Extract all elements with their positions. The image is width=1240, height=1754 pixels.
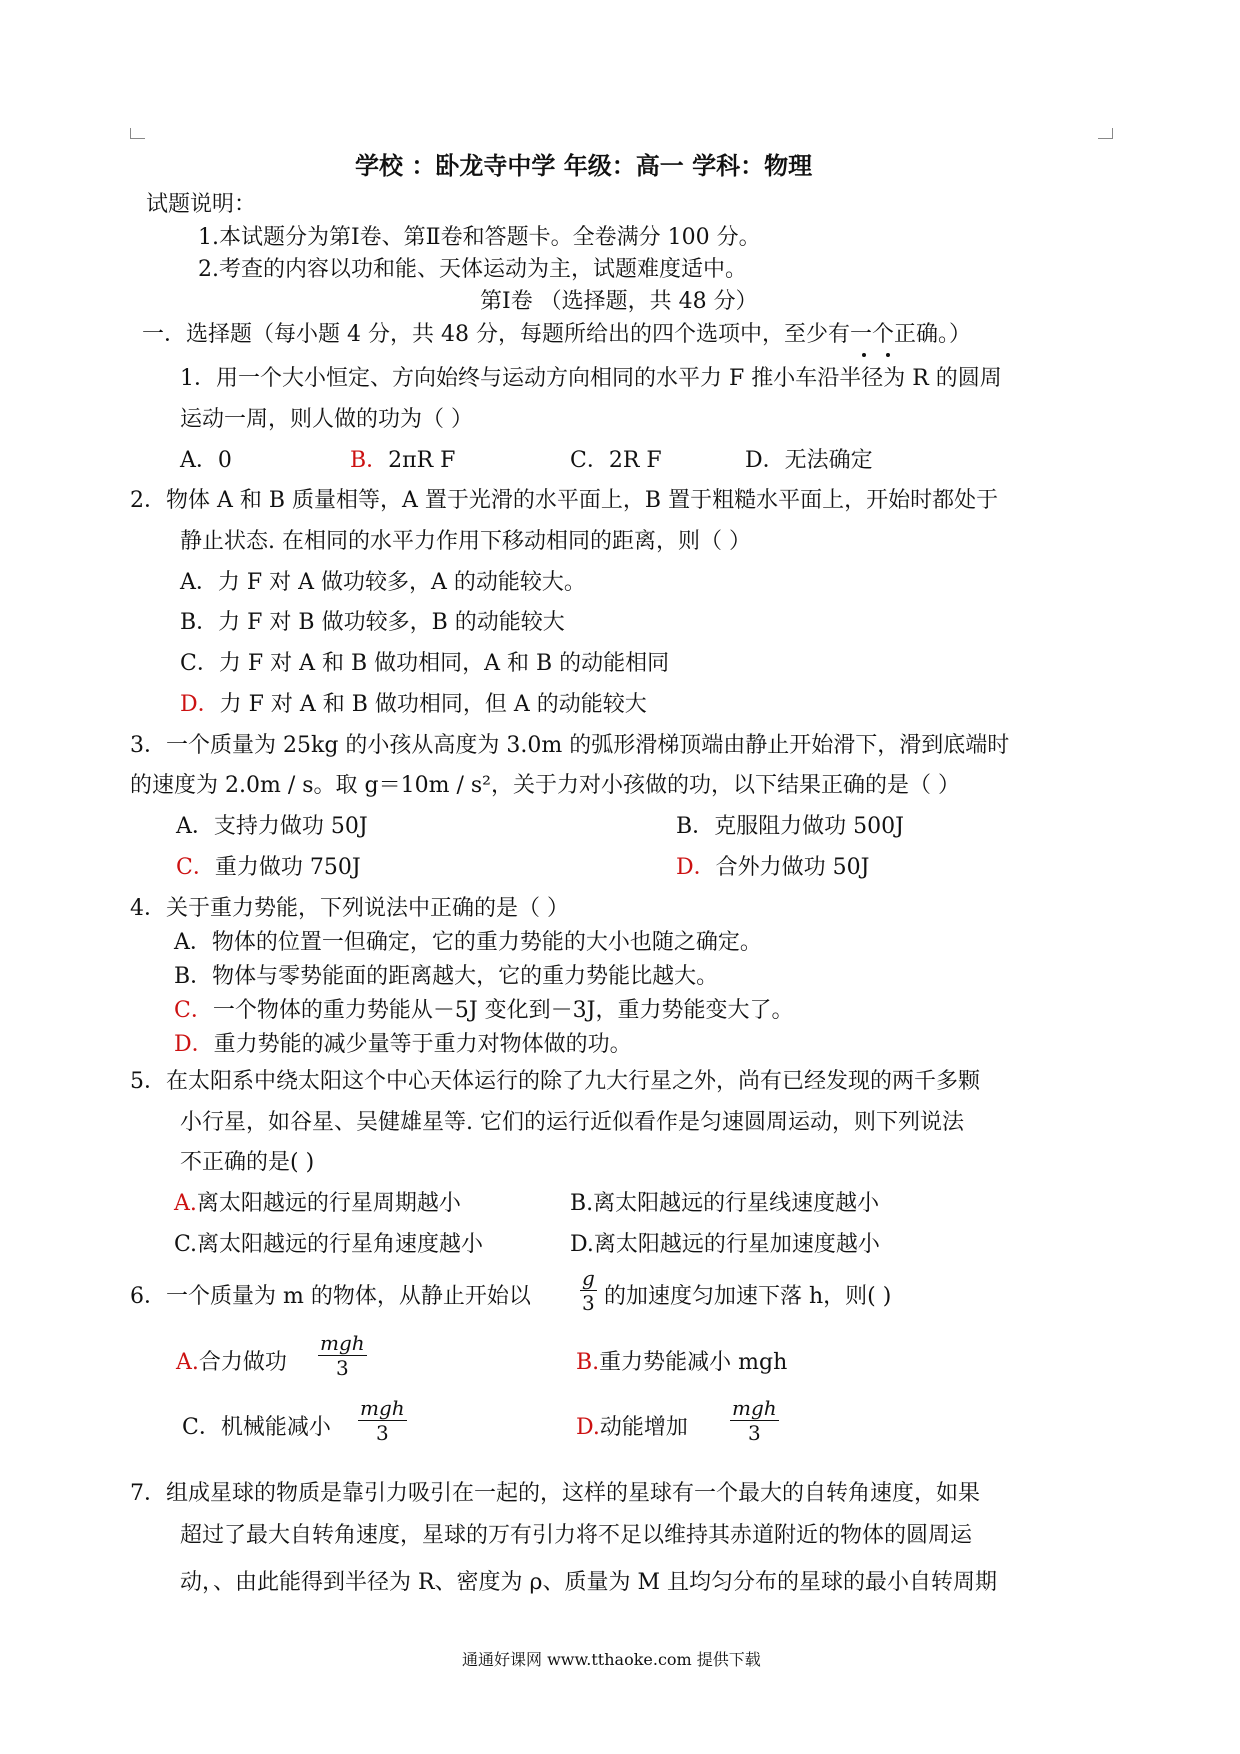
- intro-line-2: 2.考查的内容以功和能、天体运动为主，试题难度适中。: [198, 257, 747, 282]
- q4-option-a: A．物体的位置一但确定，它的重力势能的大小也随之确定。: [174, 930, 762, 955]
- q6-option-a: A.合力做功: [176, 1350, 287, 1375]
- q6-option-c: C．机械能减小: [182, 1415, 331, 1440]
- emphasis-dot: [862, 353, 866, 357]
- q2-option-b: B．力 F 对 B 做功较多，B 的动能较大: [180, 610, 565, 635]
- footer-source: 通通好课网 www.tthaoke.com 提供下载: [462, 1650, 761, 1669]
- fraction-mgh-over-3: mgh 3: [732, 1396, 777, 1445]
- q1-option-b: B．2πR F: [350, 448, 456, 473]
- q6-line-after: 的加速度匀加速下落 h，则( ): [604, 1284, 892, 1309]
- q3-option-c: C．重力做功 750J: [176, 855, 361, 880]
- q3-line-1: 3．一个质量为 25kg 的小孩从高度为 3.0m 的弧形滑梯顶端由静止开始滑下，滑到底端时: [130, 733, 1010, 758]
- q3-option-d: D．合外力做功 50J: [676, 855, 870, 880]
- q2-line-2: 静止状态. 在相同的水平力作用下移动相同的距离，则（ ）: [180, 529, 751, 554]
- q7-line-3: 动，、由此能得到半径为 R、密度为 ρ、质量为 M 且均匀分布的星球的最小自转周期: [180, 1570, 997, 1595]
- q3-option-a: A．支持力做功 50J: [176, 814, 368, 839]
- q2-option-d: D．力 F 对 A 和 B 做功相同，但 A 的动能较大: [180, 692, 647, 717]
- q1-option-a: A．0: [180, 448, 232, 473]
- q5-line-2: 小行星，如谷星、吴健雄星等. 它们的运行近似看作是匀速圆周运动，则下列说法: [180, 1110, 964, 1135]
- section-title: 第Ⅰ卷 （选择题，共 48 分）: [480, 289, 758, 314]
- q5-option-a: A.离太阳越远的行星周期越小: [174, 1191, 461, 1216]
- q3-option-b: B．克服阻力做功 500J: [676, 814, 904, 839]
- intro-label: 试题说明：: [146, 192, 257, 217]
- q5-line-1: 5．在太阳系中绕太阳这个中心天体运行的除了九大行星之外，尚有已经发现的两千多颗: [130, 1069, 980, 1094]
- q7-line-2: 超过了最大自转角速度，星球的万有引力将不足以维持其赤道附近的物体的圆周运: [180, 1523, 973, 1548]
- q2-option-a: A．力 F 对 A 做功较多，A 的动能较大。: [180, 570, 586, 595]
- fraction-mgh-over-3: mgh 3: [320, 1331, 365, 1380]
- q6-option-b: B.重力势能减小 mgh: [576, 1350, 788, 1375]
- q5-line-3: 不正确的是( ): [180, 1150, 315, 1175]
- emphasis-dot: [886, 353, 890, 357]
- crop-mark-right: [1098, 128, 1113, 139]
- intro-line-1: 1.本试题分为第Ⅰ卷、第Ⅱ卷和答题卡。全卷满分 100 分。: [198, 225, 761, 250]
- fraction-g-over-3: g 3: [582, 1266, 595, 1315]
- q7-line-1: 7．组成星球的物质是靠引力吸引在一起的，这样的星球有一个最大的自转角速度，如果: [130, 1481, 980, 1506]
- crop-mark-left: [130, 128, 145, 139]
- q4-option-b: B．物体与零势能面的距离越大，它的重力势能比越大。: [174, 964, 719, 989]
- page-title: 学校 ：卧龙寺中学 年级：高一 学科：物理: [355, 151, 813, 180]
- fraction-mgh-over-3: mgh 3: [360, 1396, 405, 1445]
- q1-option-d: D．无法确定: [745, 448, 873, 473]
- q6-line-before: 6．一个质量为 m 的物体，从静止开始以: [130, 1284, 531, 1309]
- q1-option-c: C．2R F: [570, 448, 662, 473]
- q6-option-d: D.动能增加: [576, 1415, 688, 1440]
- q4-option-c: C．一个物体的重力势能从－5J 变化到－3J，重力势能变大了。: [174, 998, 794, 1023]
- q4-option-d: D．重力势能的减少量等于重力对物体做的功。: [174, 1032, 632, 1057]
- q2-option-c: C．力 F 对 A 和 B 做功相同，A 和 B 的动能相同: [180, 651, 670, 676]
- q5-option-b: B.离太阳越远的行星线速度越小: [570, 1191, 880, 1216]
- q4-line-1: 4．关于重力势能，下列说法中正确的是（ ）: [130, 896, 569, 921]
- q3-line-2: 的速度为 2.0m / s。取 g＝10m / s²，关于力对小孩做的功，以下结果正确的是（ ）: [130, 773, 960, 798]
- q5-option-d: D.离太阳越远的行星加速度越小: [570, 1232, 880, 1257]
- part-heading: 一．选择题（每小题 4 分，共 48 分，每题所给出的四个选项中，至少有一个正确。）: [142, 322, 971, 347]
- q2-line-1: 2．物体 A 和 B 质量相等，A 置于光滑的水平面上，B 置于粗糙水平面上，开始时都处于: [130, 488, 999, 513]
- q5-option-c: C.离太阳越远的行星角速度越小: [174, 1232, 484, 1257]
- q1-line-1: 1．用一个大小恒定、方向始终与运动方向相同的水平力 F 推小车沿半径为 R 的圆周: [180, 366, 1002, 391]
- q1-line-2: 运动一周，则人做的功为（ ）: [180, 407, 473, 432]
